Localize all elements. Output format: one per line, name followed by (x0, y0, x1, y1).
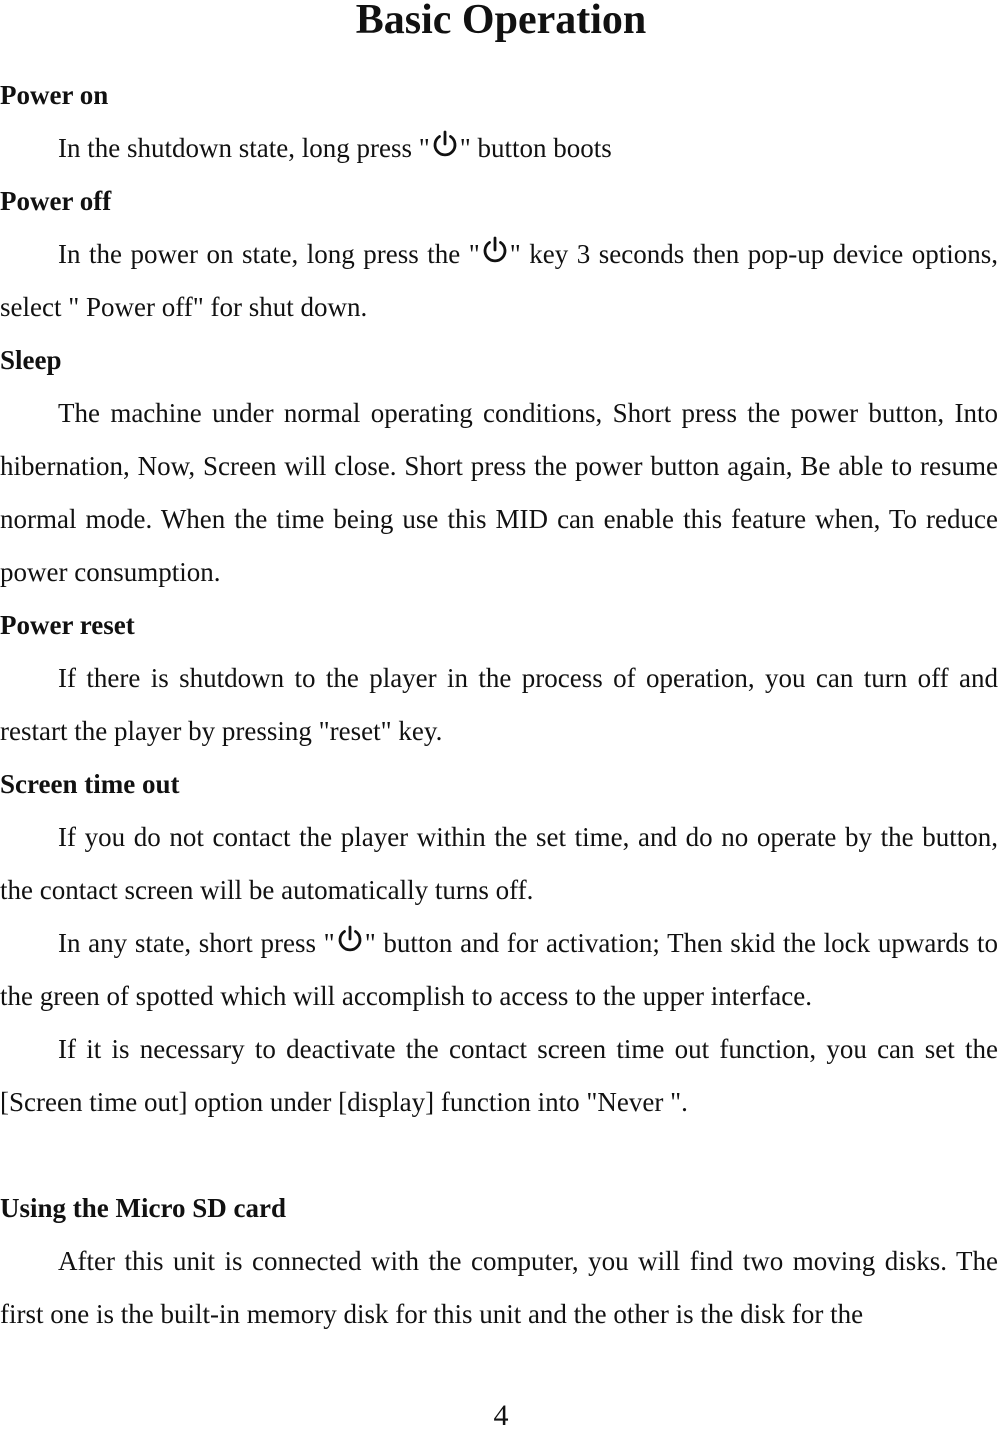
section-heading-micro-sd: Using the Micro SD card (0, 1193, 286, 1223)
section-heading-screen-time-out: Screen time out (0, 769, 180, 799)
section-heading-power-reset: Power reset (0, 610, 135, 640)
power-reset-paragraph: If there is shutdown to the player in the process of operation, you can turn off and restart the player by pressing "reset" key. (0, 663, 998, 746)
section-heading-power-off: Power off (0, 186, 112, 216)
power-on-text-before: In the shutdown state, long press " (58, 133, 430, 163)
section-spacer (0, 1129, 998, 1182)
power-icon (431, 129, 459, 159)
page-number: 4 (493, 1399, 509, 1432)
screen-time-out-text-after: " button and for activation; Then skid the lock upwards to the green of spotted which will accomplish to access to the upper interface. (0, 928, 999, 1011)
section-heading-sleep: Sleep (0, 345, 62, 375)
screen-time-out-paragraph-3: If it is necessary to deactivate the contact screen time out function, you can set the [Screen time out] option under [display] function into "Never ". (0, 1034, 998, 1117)
power-off-text-before: In the power on state, long press the " (58, 239, 480, 269)
power-icon (481, 235, 509, 265)
power-off-paragraph (0, 228, 998, 334)
page-title: Basic Operation (355, 0, 647, 43)
sleep-paragraph: The machine under normal operating conditions, Short press the power button, Into hibernation, Now, Screen will close. Short press the power button again, Be able to resume normal mode. When the time being use this MID can enable this feature when, To reduce power consumption. (0, 398, 998, 587)
power-on-text-after: " button boots (459, 133, 612, 163)
page-content (0, 69, 998, 1341)
screen-time-out-text-before: In any state, short press " (58, 928, 335, 958)
power-on-paragraph (0, 122, 998, 175)
power-icon (336, 924, 364, 954)
screen-time-out-paragraph-1: If you do not contact the player within the set time, and do no operate by the button, the contact screen will be automatically turns off. (0, 822, 998, 905)
screen-time-out-paragraph-2 (0, 917, 998, 1023)
section-heading-power-on: Power on (0, 80, 109, 110)
power-off-text-after: " key 3 seconds then pop-up device options, select " Power off" for shut down. (0, 239, 998, 322)
micro-sd-paragraph: After this unit is connected with the computer, you will find two moving disks. The first one is the built-in memory disk for this unit and the other is the disk for the (0, 1246, 998, 1329)
